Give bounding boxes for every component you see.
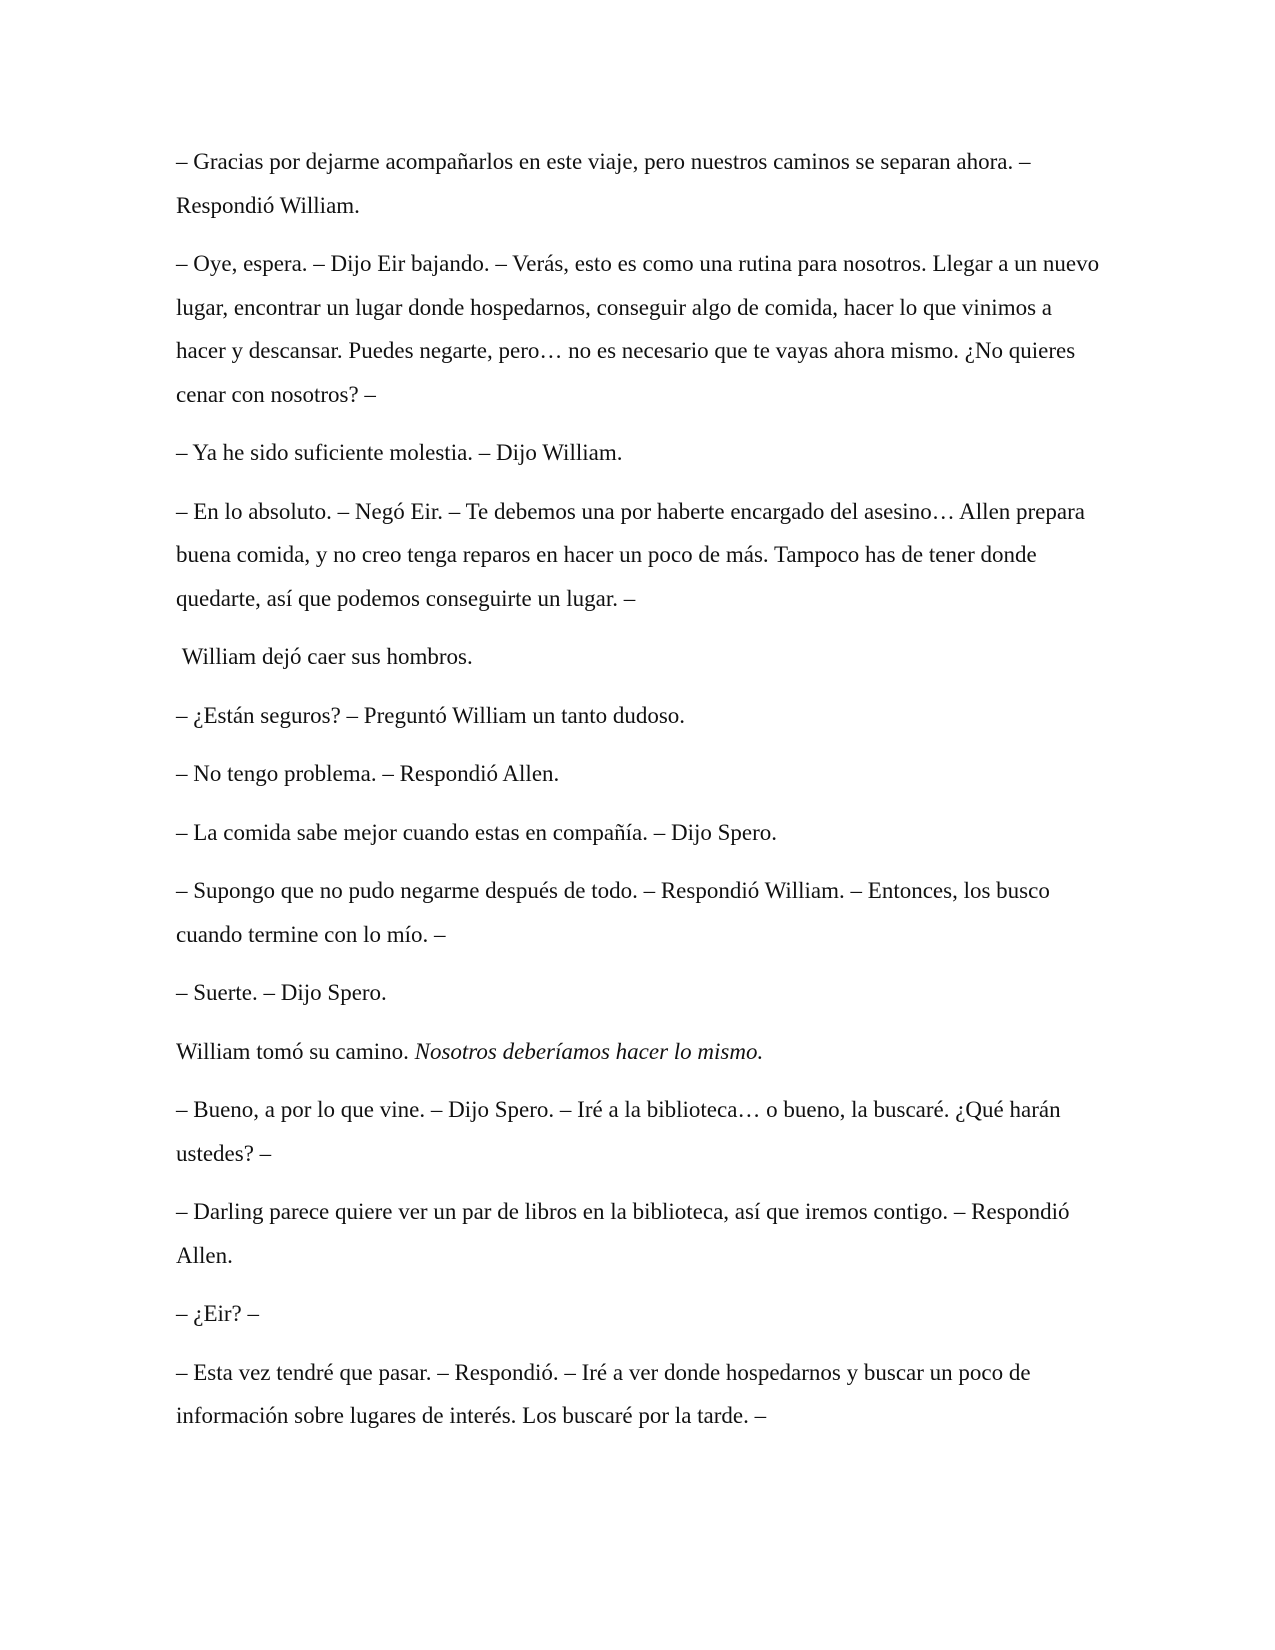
paragraph-1: – Gracias por dejarme acompañarlos en este viaje, pero nuestros caminos se separan ahora. – Respondió William. (176, 149, 1037, 218)
paragraph-12: – Bueno, a por lo que vine. – Dijo Spero. – Iré a la biblioteca… o bueno, la buscaré. ¿Qué harán ustedes? – (176, 1097, 1067, 1166)
paragraph-11-text: William tomó su camino. (176, 1038, 415, 1064)
paragraph-13: – Darling parece quiere ver un par de libros en la biblioteca, así que iremos contigo. – Respondió Allen. (176, 1199, 1075, 1268)
paragraph-8: – La comida sabe mejor cuando estas en compañía. – Dijo Spero. (176, 819, 778, 845)
italic-thought: Nosotros deberíamos hacer lo mismo. (414, 1038, 764, 1064)
paragraph-15: – Esta vez tendré que pasar. – Respondió. – Iré a ver donde hospedarnos y buscar un poco de información sobre lugares de interés. Los buscaré por la tarde. – (176, 1359, 1037, 1428)
paragraph-14: – ¿Eir? – (176, 1301, 260, 1326)
paragraph-2: – Oye, espera. – Dijo Eir bajando. – Verás, esto es como una rutina para nosotros. Llegar a un nuevo lugar, encontrar un lugar donde hospedarnos, conseguir algo de comida, hacer lo que vinimos a hacer y descansar. Puedes negarte, pero… no es necesario que te vayas ahora mismo. ¿No quieres cenar con nosotros? – (176, 251, 1105, 407)
paragraph-3: – Ya he sido suficiente molestia. – Dijo William. (176, 440, 623, 465)
paragraph-5: William dejó caer sus hombros. (176, 644, 473, 669)
document-body (176, 140, 1106, 1453)
paragraph-11 (176, 1030, 1106, 1074)
paragraph-7: – No tengo problema. – Respondió Allen. (176, 761, 560, 786)
paragraph-4: – En lo absoluto. – Negó Eir. – Te debemos una por haberte encargado del asesino… Allen prepara buena comida, y no creo tenga reparos en hacer un poco de más. Tampoco has de tener donde quedarte, así que podemos conseguirte un lugar. – (176, 498, 1091, 611)
paragraph-10: – Suerte. – Dijo Spero. (176, 980, 387, 1005)
paragraph-6: – ¿Están seguros? – Preguntó William un tanto dudoso. (176, 702, 686, 728)
paragraph-9: – Supongo que no pudo negarme después de todo. – Respondió William. – Entonces, los busco cuando termine con lo mío. – (176, 878, 1056, 947)
